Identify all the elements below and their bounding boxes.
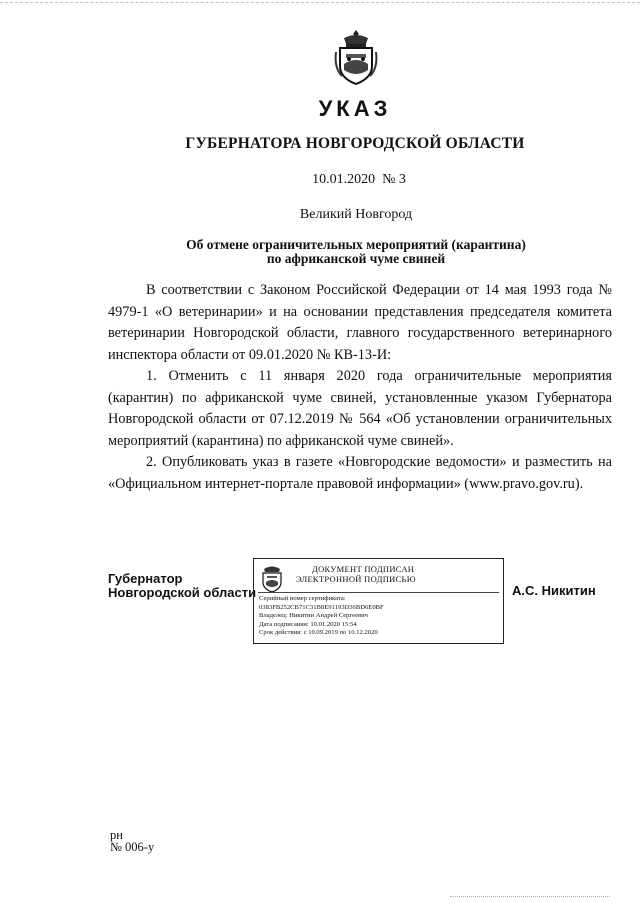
stamp-details: [259, 595, 384, 638]
stamp-signed-date: Дата подписания: 10.01.2020 15:54: [259, 620, 357, 628]
signatory-position: [108, 572, 256, 600]
topic-line-2: по африканской чуме свиней: [266, 251, 446, 266]
footer-initials: рн: [110, 828, 123, 842]
stamp-divider: [258, 592, 499, 593]
stamp-heading-line-2: ЭЛЕКТРОННОЙ ПОДПИСЬЮ: [296, 574, 416, 584]
preamble-paragraph: В соответствии с Законом Российской Федерации от 14 мая 1993 года № 4979-1 «О ветеринарии» и на основании представления председателя комитета ветеринарии Новгородской области, главного государственного ветеринарного инспектора области от 09.01.2020 № КВ-13-И:: [108, 282, 612, 363]
document-date: 10.01.2020: [312, 172, 376, 187]
stamp-heading: [296, 564, 496, 584]
stamp-heading-line-1: ДОКУМЕНТ ПОДПИСАН: [312, 564, 415, 574]
footer-registration: № 006-у: [110, 840, 155, 854]
signatory-name: А.С. Никитин: [512, 583, 596, 598]
item-2-paragraph: 2. Опубликовать указ в газете «Новгородские ведомости» и разместить на «Официальном интернет-портале правовой информации» (www.pravo.gov.ru).: [108, 454, 612, 492]
date-and-number: [0, 172, 640, 188]
topic-line-1: Об отмене ограничительных мероприятий (карантина): [186, 237, 526, 252]
stamp-serial: 0383FB252CB71C31B8E91193D36BD6E0BF: [259, 603, 384, 611]
item-1-paragraph: 1. Отменить с 11 января 2020 года ограничительные мероприятия (карантин) по африканской чуме свиней, установленные указом Губернатора Новгородской области от 07.12.2019 № 564 «Об установлении ограничительных мероприятий (карантина) по африканской чуме свиней».: [108, 368, 612, 449]
position-line-2: Новгородской области: [108, 585, 257, 600]
document-number: № 3: [382, 172, 406, 187]
novgorod-coat-of-arms-icon: [334, 28, 378, 86]
stamp-coat-of-arms-icon: [260, 563, 284, 593]
document-title: УКАЗ: [318, 96, 392, 121]
document-body: [108, 280, 612, 495]
stamp-validity: Срок действия: с 10.09.2019 по 10.12.2020: [259, 629, 378, 637]
position-line-1: Губернатор: [108, 571, 183, 586]
stamp-serial-label: Серийный номер сертификата:: [259, 595, 346, 602]
scan-bottom-marks: [450, 896, 610, 901]
stamp-owner: Владелец: Никитин Андрей Сергеевич: [259, 612, 368, 620]
scan-edge-line: [0, 2, 640, 4]
document-footer: [110, 829, 154, 853]
document-topic: [0, 238, 640, 266]
electronic-signature-stamp: [253, 558, 504, 644]
document-city: Великий Новгород: [299, 207, 413, 222]
document-issuer: ГУБЕРНАТОРА НОВГОРОДСКОЙ ОБЛАСТИ: [185, 135, 525, 152]
